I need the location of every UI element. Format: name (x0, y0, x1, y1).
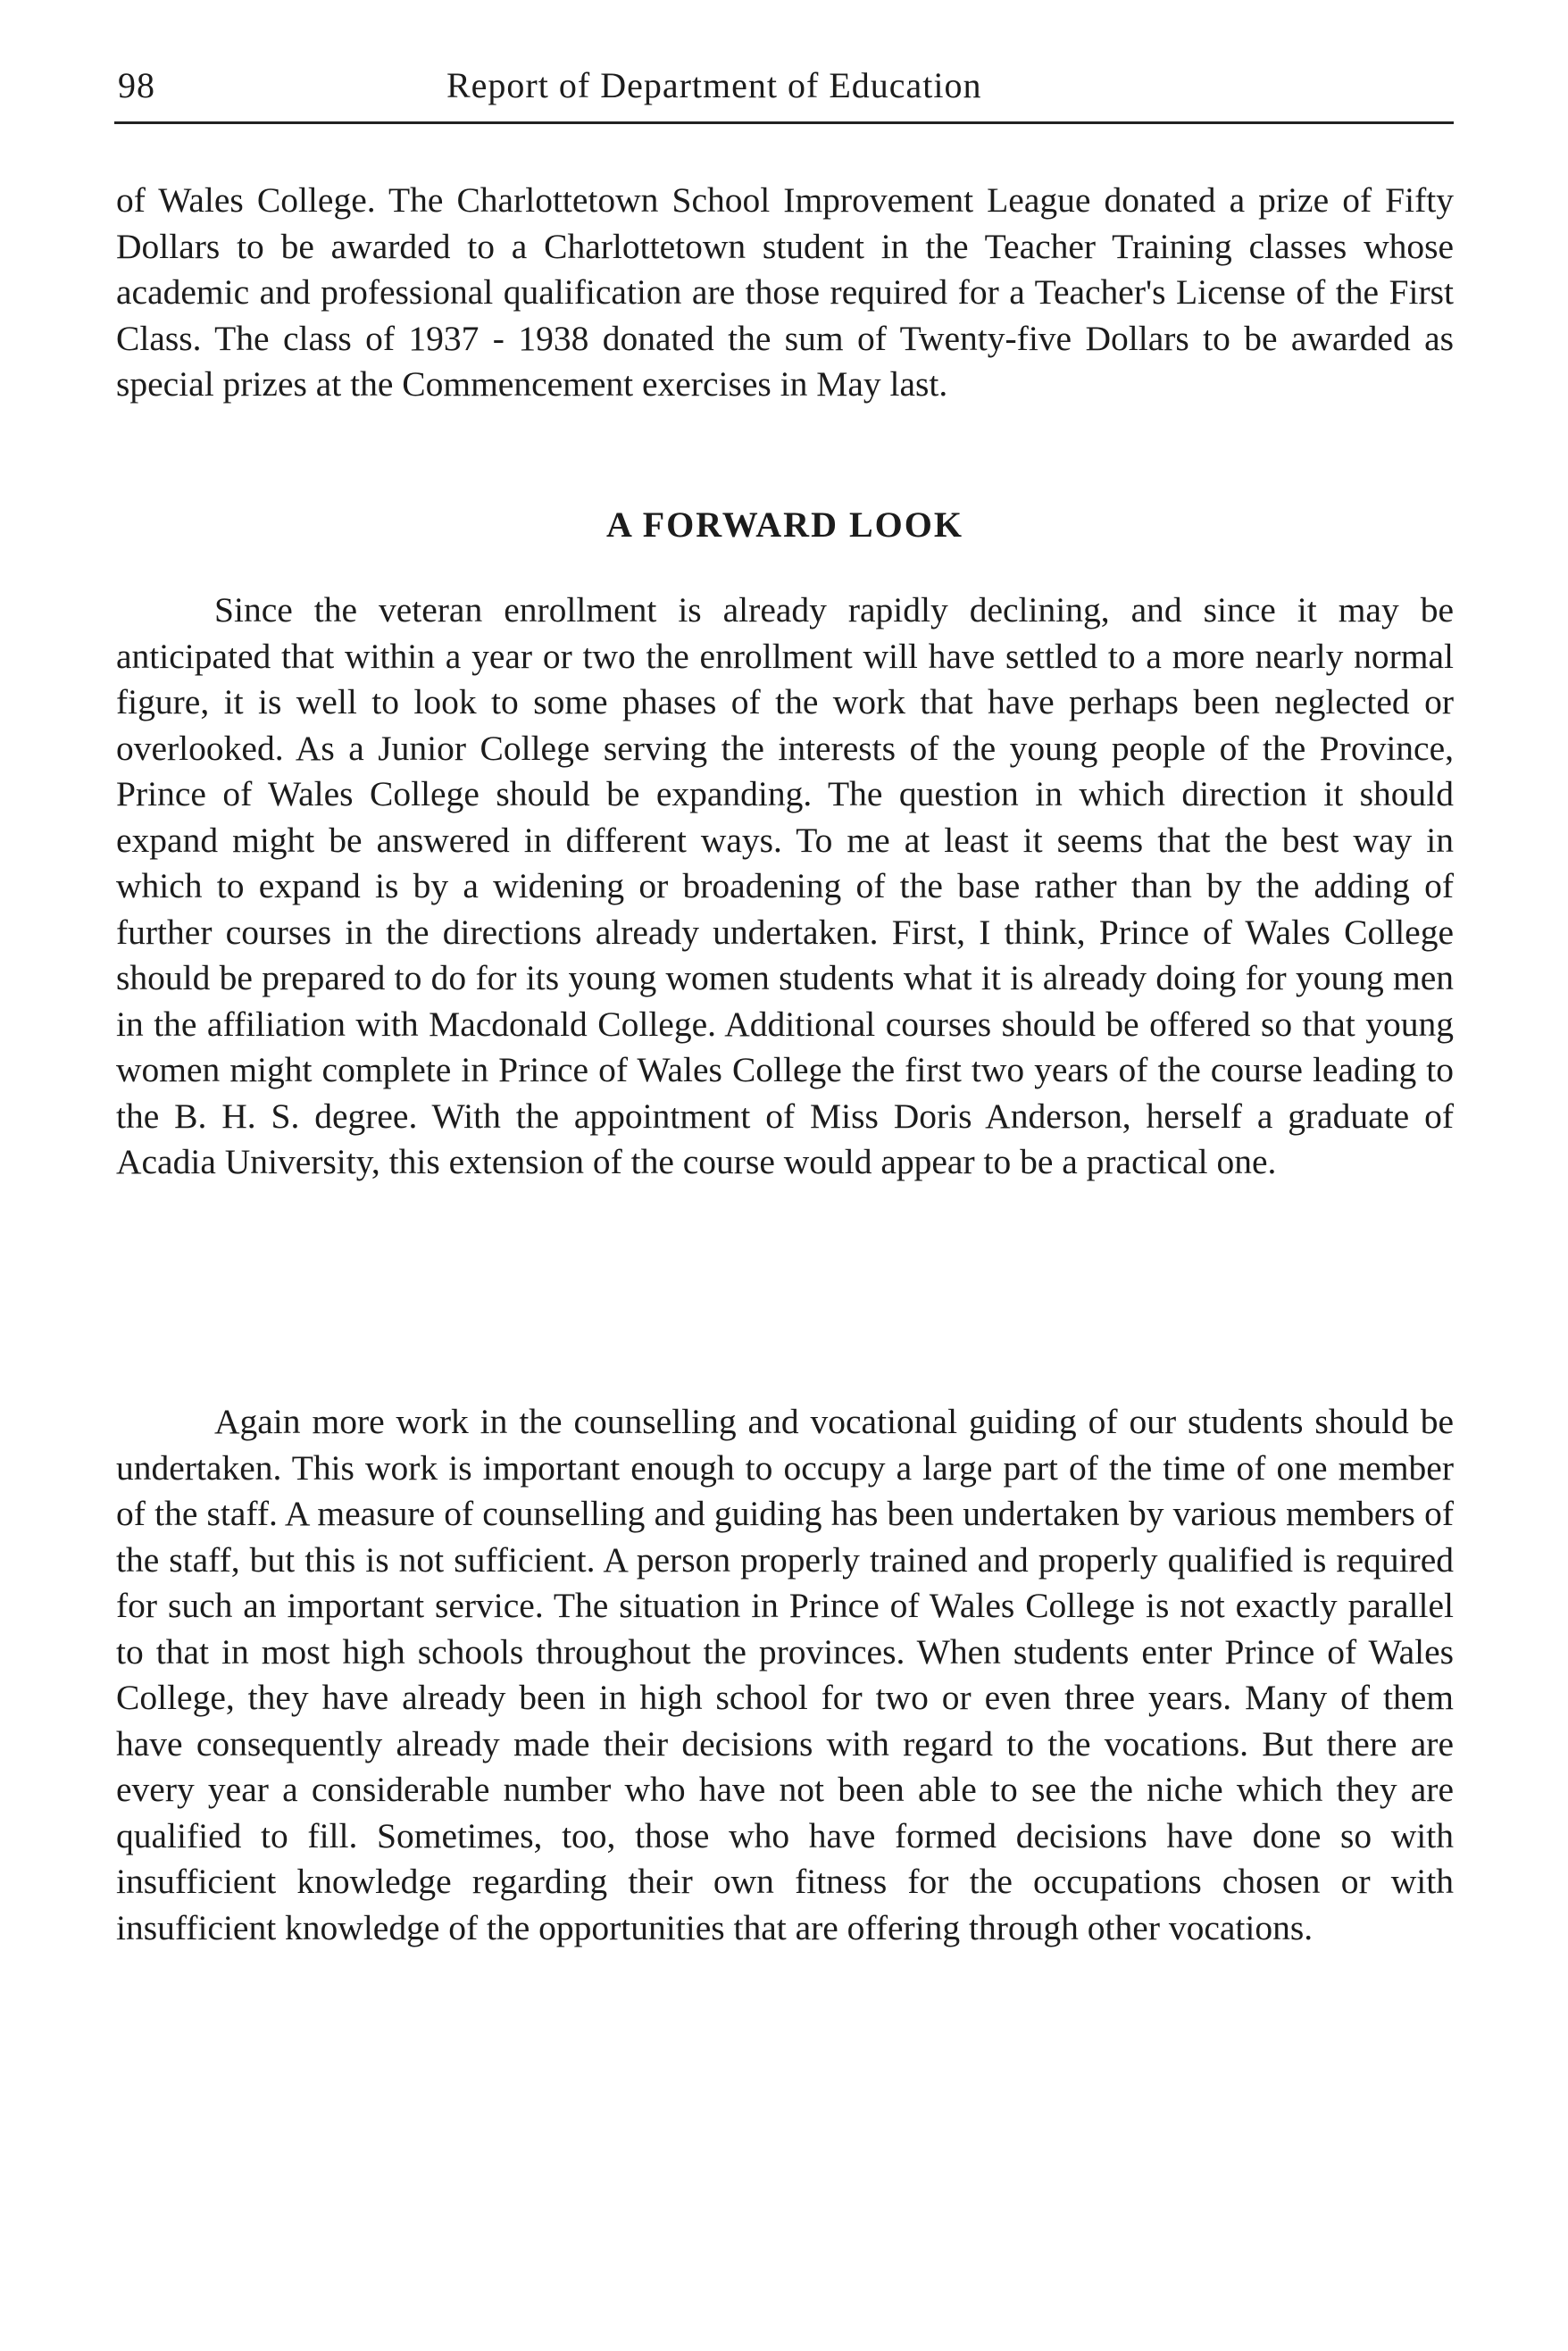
paragraph-continuation: of Wales College. The Charlottetown School Improvement League donated a prize of Fifty Dollars to be awarded to a Charlottetown student in the Teacher Training classes whose academic and professional qualification are those required for a Teacher's License of the First Class. The class of 1937 - 1938 donated the sum of Twenty-five Dollars to be awarded as special prizes at the Commencement exercises in May last. (116, 180, 1454, 404)
page-header (114, 63, 1454, 124)
running-head: Report of Department of Education (446, 65, 982, 105)
section-heading: A FORWARD LOOK (606, 504, 963, 545)
paragraph-counselling: Again more work in the counselling and vocational guiding of our students should be undertaken. This work is important enough to occupy a large part of the time of one member of the staff. A measure of counselling and guiding has been undertaken by various members of the staff, but this is not sufficient. A person properly trained and properly qualified is required for such an important service. The situation in Prince of Wales College is not exactly parallel to that in most high schools throughout the provinces. When students enter Prince of Wales College, they have already been in high school for two or even three years. Many of them have consequently already made their decisions with regard to the vocations. But there are every year a considerable number who have not been able to see the niche which they are qualified to fill. Sometimes, too, those who have formed decisions have done so with insufficient knowledge regarding their own fitness for the occupations chosen or with insufficient knowledge of the opportunities that are offering through other vocations. (116, 1402, 1454, 1947)
paragraph-forward-look: Since the veteran enrollment is already rapidly declining, and since it may be anticipated that within a year or two the enrollment will have settled to a more nearly normal figure, it is well to look to some phases of the work that have perhaps been neglected or overlooked. As a Junior College serving the interests of the young people of the Province, Prince of Wales College should be expanding. The question in which direction it should expand might be answered in different ways. To me at least it seems that the best way in which to expand is by a widening or broadening of the base rather than by the adding of further courses in the directions already undertaken. First, I think, Prince of Wales College should be prepared to do for its young women students what it is already doing for young men in the affiliation with Macdonald College. Additional courses should be offered so that young women might complete in Prince of Wales College the first two years of the course leading to the B. H. S. degree. With the appointment of Miss Doris Anderson, herself a graduate of Acadia University, this extension of the course would appear to be a practical one. (116, 590, 1454, 1181)
page-number: 98 (118, 65, 155, 105)
